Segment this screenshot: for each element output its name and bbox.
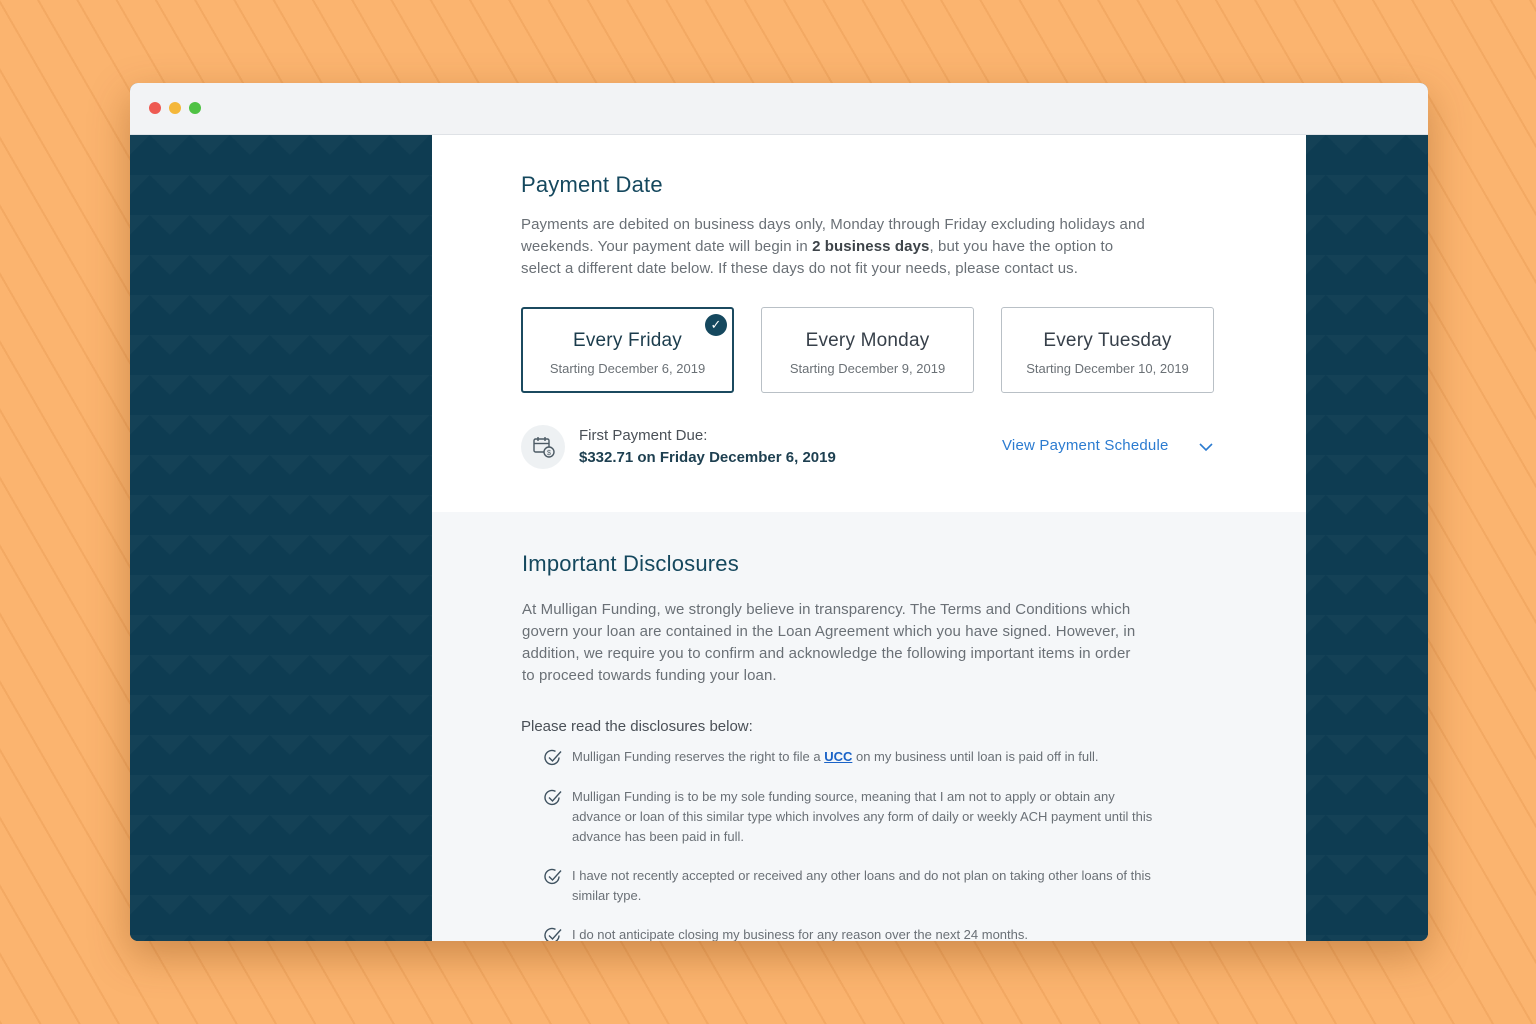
- chevron-down-icon[interactable]: [1198, 439, 1214, 455]
- disclosure-text-end: on my business until loan is paid off in full.: [852, 749, 1099, 764]
- payment-date-section: [432, 135, 1306, 512]
- payment-option-friday[interactable]: [521, 307, 734, 393]
- checkmark-circle-icon: [542, 787, 564, 809]
- checkmark-circle-icon: [542, 925, 564, 941]
- check-icon: ✓: [705, 314, 727, 336]
- view-payment-schedule-link[interactable]: View Payment Schedule: [1002, 437, 1169, 454]
- description-line-2a: weekends. Your payment date will begin in: [521, 238, 813, 255]
- intro-line: govern your loan are contained in the Loan Agreement which you have signed. However, in: [522, 623, 1136, 640]
- disclosures-title: Important Disclosures: [522, 551, 739, 576]
- main-content: [432, 135, 1306, 941]
- browser-window: [130, 83, 1428, 941]
- payment-option-monday[interactable]: [761, 307, 974, 393]
- disclosure-text: [572, 925, 1242, 941]
- disclosure-text: [572, 866, 1242, 906]
- disclosures-intro: [522, 599, 1242, 687]
- payment-option-label: Every Monday: [805, 330, 930, 351]
- checkmark-circle-icon: [542, 866, 564, 888]
- minimize-window-button[interactable]: [169, 102, 181, 114]
- disclosure-line: advance or loan of this similar type which involves any form of daily or weekly ACH payment until this: [572, 809, 1153, 824]
- payment-option-tuesday[interactable]: [1001, 307, 1214, 393]
- description-line-1: Payments are debited on business days only, Monday through Friday excluding holidays and: [521, 216, 1145, 233]
- payment-option-start-date: Starting December 10, 2019: [1026, 361, 1189, 376]
- payment-option-label: Every Friday: [572, 330, 683, 351]
- left-sidebar-panel: [130, 135, 432, 941]
- payment-option-label: Every Tuesday: [1043, 330, 1172, 351]
- svg-text:$: $: [547, 450, 551, 457]
- description-line-3: select a different date below. If these days do not fit your needs, please contact us.: [521, 260, 1079, 277]
- first-payment-value: $332.71 on Friday December 6, 2019: [579, 449, 836, 466]
- close-window-button[interactable]: [149, 102, 161, 114]
- payment-date-title: Payment Date: [521, 172, 663, 197]
- intro-line: to proceed towards funding your loan.: [522, 667, 777, 684]
- disclosure-text: [572, 747, 1242, 767]
- maximize-window-button[interactable]: [189, 102, 201, 114]
- description-bold-business-days: 2 business days: [812, 238, 930, 255]
- ucc-link[interactable]: UCC: [824, 749, 853, 764]
- intro-line: At Mulligan Funding, we strongly believe in transparency. The Terms and Conditions which: [522, 601, 1131, 618]
- intro-line: addition, we require you to confirm and acknowledge the following important items in order: [522, 645, 1131, 662]
- disclosure-line: I do not anticipate closing my business for any reason over the next 24 months.: [572, 927, 1028, 941]
- disclosure-line: similar type.: [572, 888, 642, 903]
- read-disclosures-label: Please read the disclosures below:: [521, 718, 753, 735]
- first-payment-label: First Payment Due:: [579, 427, 708, 444]
- payment-date-description: [521, 214, 1241, 280]
- calendar-dollar-icon: [521, 425, 565, 469]
- disclosure-text: [572, 787, 1242, 847]
- description-line-2b: , but you have the option to: [929, 238, 1114, 255]
- payment-option-start-date: Starting December 9, 2019: [789, 361, 946, 376]
- right-sidebar-panel: [1306, 135, 1428, 941]
- disclosure-line: advance has been paid in full.: [572, 829, 745, 844]
- window-titlebar: [130, 83, 1428, 135]
- payment-option-start-date: Starting December 6, 2019: [549, 361, 706, 376]
- disclosure-line: Mulligan Funding is to be my sole funding source, meaning that I am not to apply or obtain any: [572, 789, 1115, 804]
- checkmark-circle-icon: [542, 747, 564, 769]
- disclosure-line: I have not recently accepted or received any other loans and do not plan on taking other loans of this: [572, 868, 1151, 883]
- disclosure-text-start: Mulligan Funding reserves the right to file a: [572, 749, 825, 764]
